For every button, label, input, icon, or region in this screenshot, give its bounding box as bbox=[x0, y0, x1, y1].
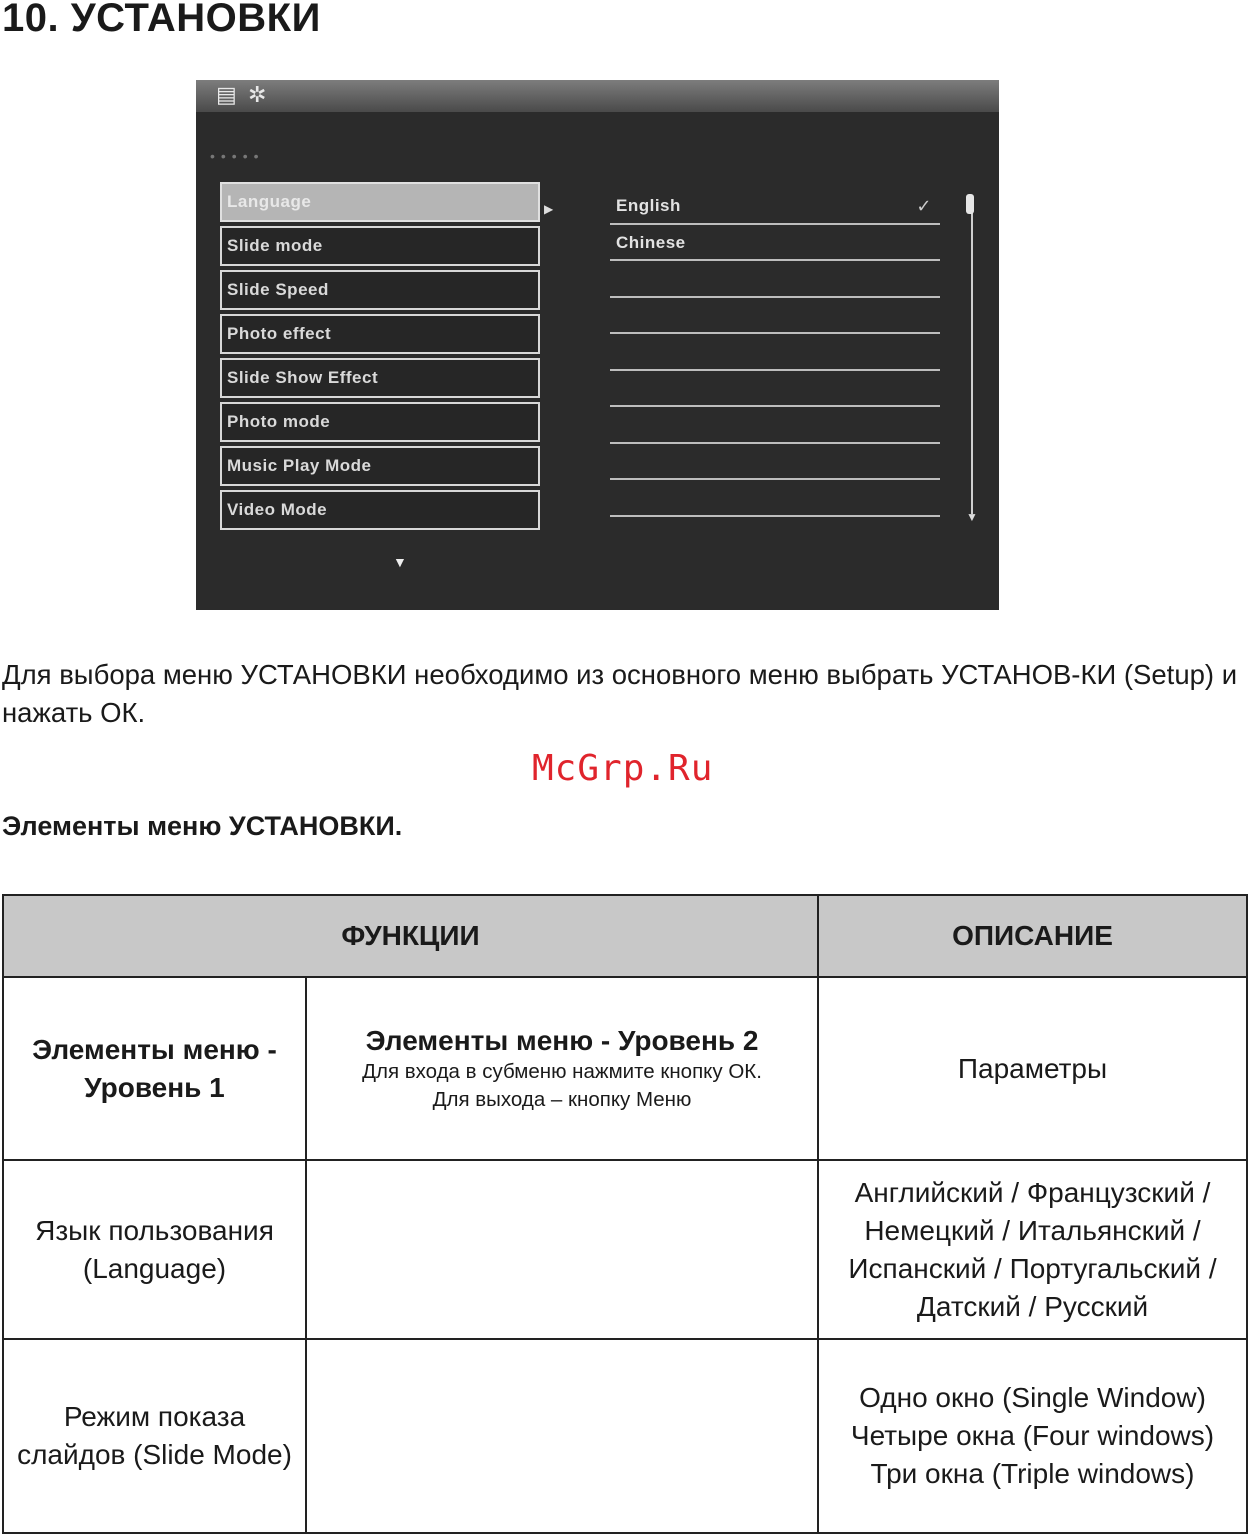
option-empty[interactable] bbox=[610, 334, 940, 371]
cell-description: Английский / Французский / Немецкий / Итальянский / Испанский / Португальский / Датский / Русский bbox=[818, 1160, 1247, 1338]
intro-paragraph: Для выбора меню УСТАНОВКИ необходимо из основного меню выбрать УСТАНОВ-КИ (Setup) и нажать ОК. bbox=[2, 659, 1238, 728]
level2-note-exit: Для выхода – кнопку Меню bbox=[432, 1087, 692, 1111]
menu-item-language[interactable]: Language bbox=[220, 182, 540, 222]
memory-card-icon: ▤ bbox=[216, 82, 237, 107]
cell-level2 bbox=[306, 1160, 818, 1338]
header-description: ОПИСАНИЕ bbox=[818, 895, 1247, 977]
page-title: 10. УСТАНОВКИ bbox=[2, 0, 321, 40]
menu-item-photo-mode[interactable]: Photo mode bbox=[220, 402, 540, 442]
option-empty[interactable] bbox=[610, 261, 940, 298]
option-empty[interactable] bbox=[610, 444, 940, 481]
menu-item-music-play-mode[interactable]: Music Play Mode bbox=[220, 446, 540, 486]
option-empty[interactable] bbox=[610, 407, 940, 444]
menu-item-slide-show-effect[interactable]: Slide Show Effect bbox=[220, 358, 540, 398]
header-functions: ФУНКЦИИ bbox=[3, 895, 818, 977]
menu-down-arrow-icon[interactable]: ▼ bbox=[393, 554, 407, 570]
menu-item-slide-mode[interactable]: Slide mode bbox=[220, 226, 540, 266]
section-heading: Элементы меню УСТАНОВКИ. bbox=[2, 811, 403, 841]
description-line: Три окна (Triple windows) bbox=[870, 1457, 1195, 1489]
description-line: Одно окно (Single Window) bbox=[859, 1381, 1206, 1413]
option-english[interactable]: English ✓ bbox=[610, 188, 940, 225]
level2-heading: Элементы меню - Уровень 2 bbox=[365, 1024, 759, 1056]
menu-item-photo-effect[interactable]: Photo effect bbox=[220, 314, 540, 354]
check-icon: ✓ bbox=[916, 196, 932, 216]
description-line: Четыре окна (Four windows) bbox=[850, 1419, 1215, 1451]
setup-menu-list bbox=[220, 182, 540, 534]
cell-params-title: Параметры bbox=[818, 977, 1247, 1160]
table-header-row bbox=[3, 895, 1247, 977]
cell-level2-title bbox=[306, 977, 818, 1160]
settings-icon: ✲ bbox=[248, 82, 267, 107]
menu-item-slide-speed[interactable]: Slide Speed bbox=[220, 270, 540, 310]
level2-note-enter: Для входа в субменю нажмите кнопку ОК. bbox=[362, 1059, 762, 1083]
table-row bbox=[3, 1160, 1247, 1338]
device-screen-screenshot bbox=[196, 80, 999, 610]
scrollbar-thumb[interactable] bbox=[966, 194, 974, 214]
cell-level1-title: Элементы меню - Уровень 1 bbox=[3, 977, 306, 1160]
option-empty[interactable] bbox=[610, 371, 940, 408]
device-top-bar bbox=[196, 80, 999, 112]
scroll-down-icon[interactable]: ▼ bbox=[966, 510, 978, 524]
option-chinese[interactable]: Chinese bbox=[610, 225, 940, 262]
table-row bbox=[3, 1339, 1247, 1533]
cell-level1: Язык пользования (Language) bbox=[3, 1160, 306, 1338]
cell-level2 bbox=[306, 1339, 818, 1533]
cell-level1: Режим показа слайдов (Slide Mode) bbox=[3, 1339, 306, 1533]
option-empty[interactable] bbox=[610, 480, 940, 517]
settings-table bbox=[2, 894, 1248, 1534]
submenu-arrow-icon: ▶ bbox=[544, 202, 554, 216]
cell-description bbox=[818, 1339, 1247, 1533]
options-scrollbar[interactable] bbox=[971, 196, 973, 514]
option-empty[interactable] bbox=[610, 298, 940, 335]
menu-item-video-mode[interactable]: Video Mode bbox=[220, 490, 540, 530]
watermark: McGrp.Ru bbox=[532, 748, 714, 789]
table-row bbox=[3, 977, 1247, 1160]
language-options-list bbox=[610, 188, 940, 517]
decorative-dots: ••••• bbox=[210, 148, 265, 164]
